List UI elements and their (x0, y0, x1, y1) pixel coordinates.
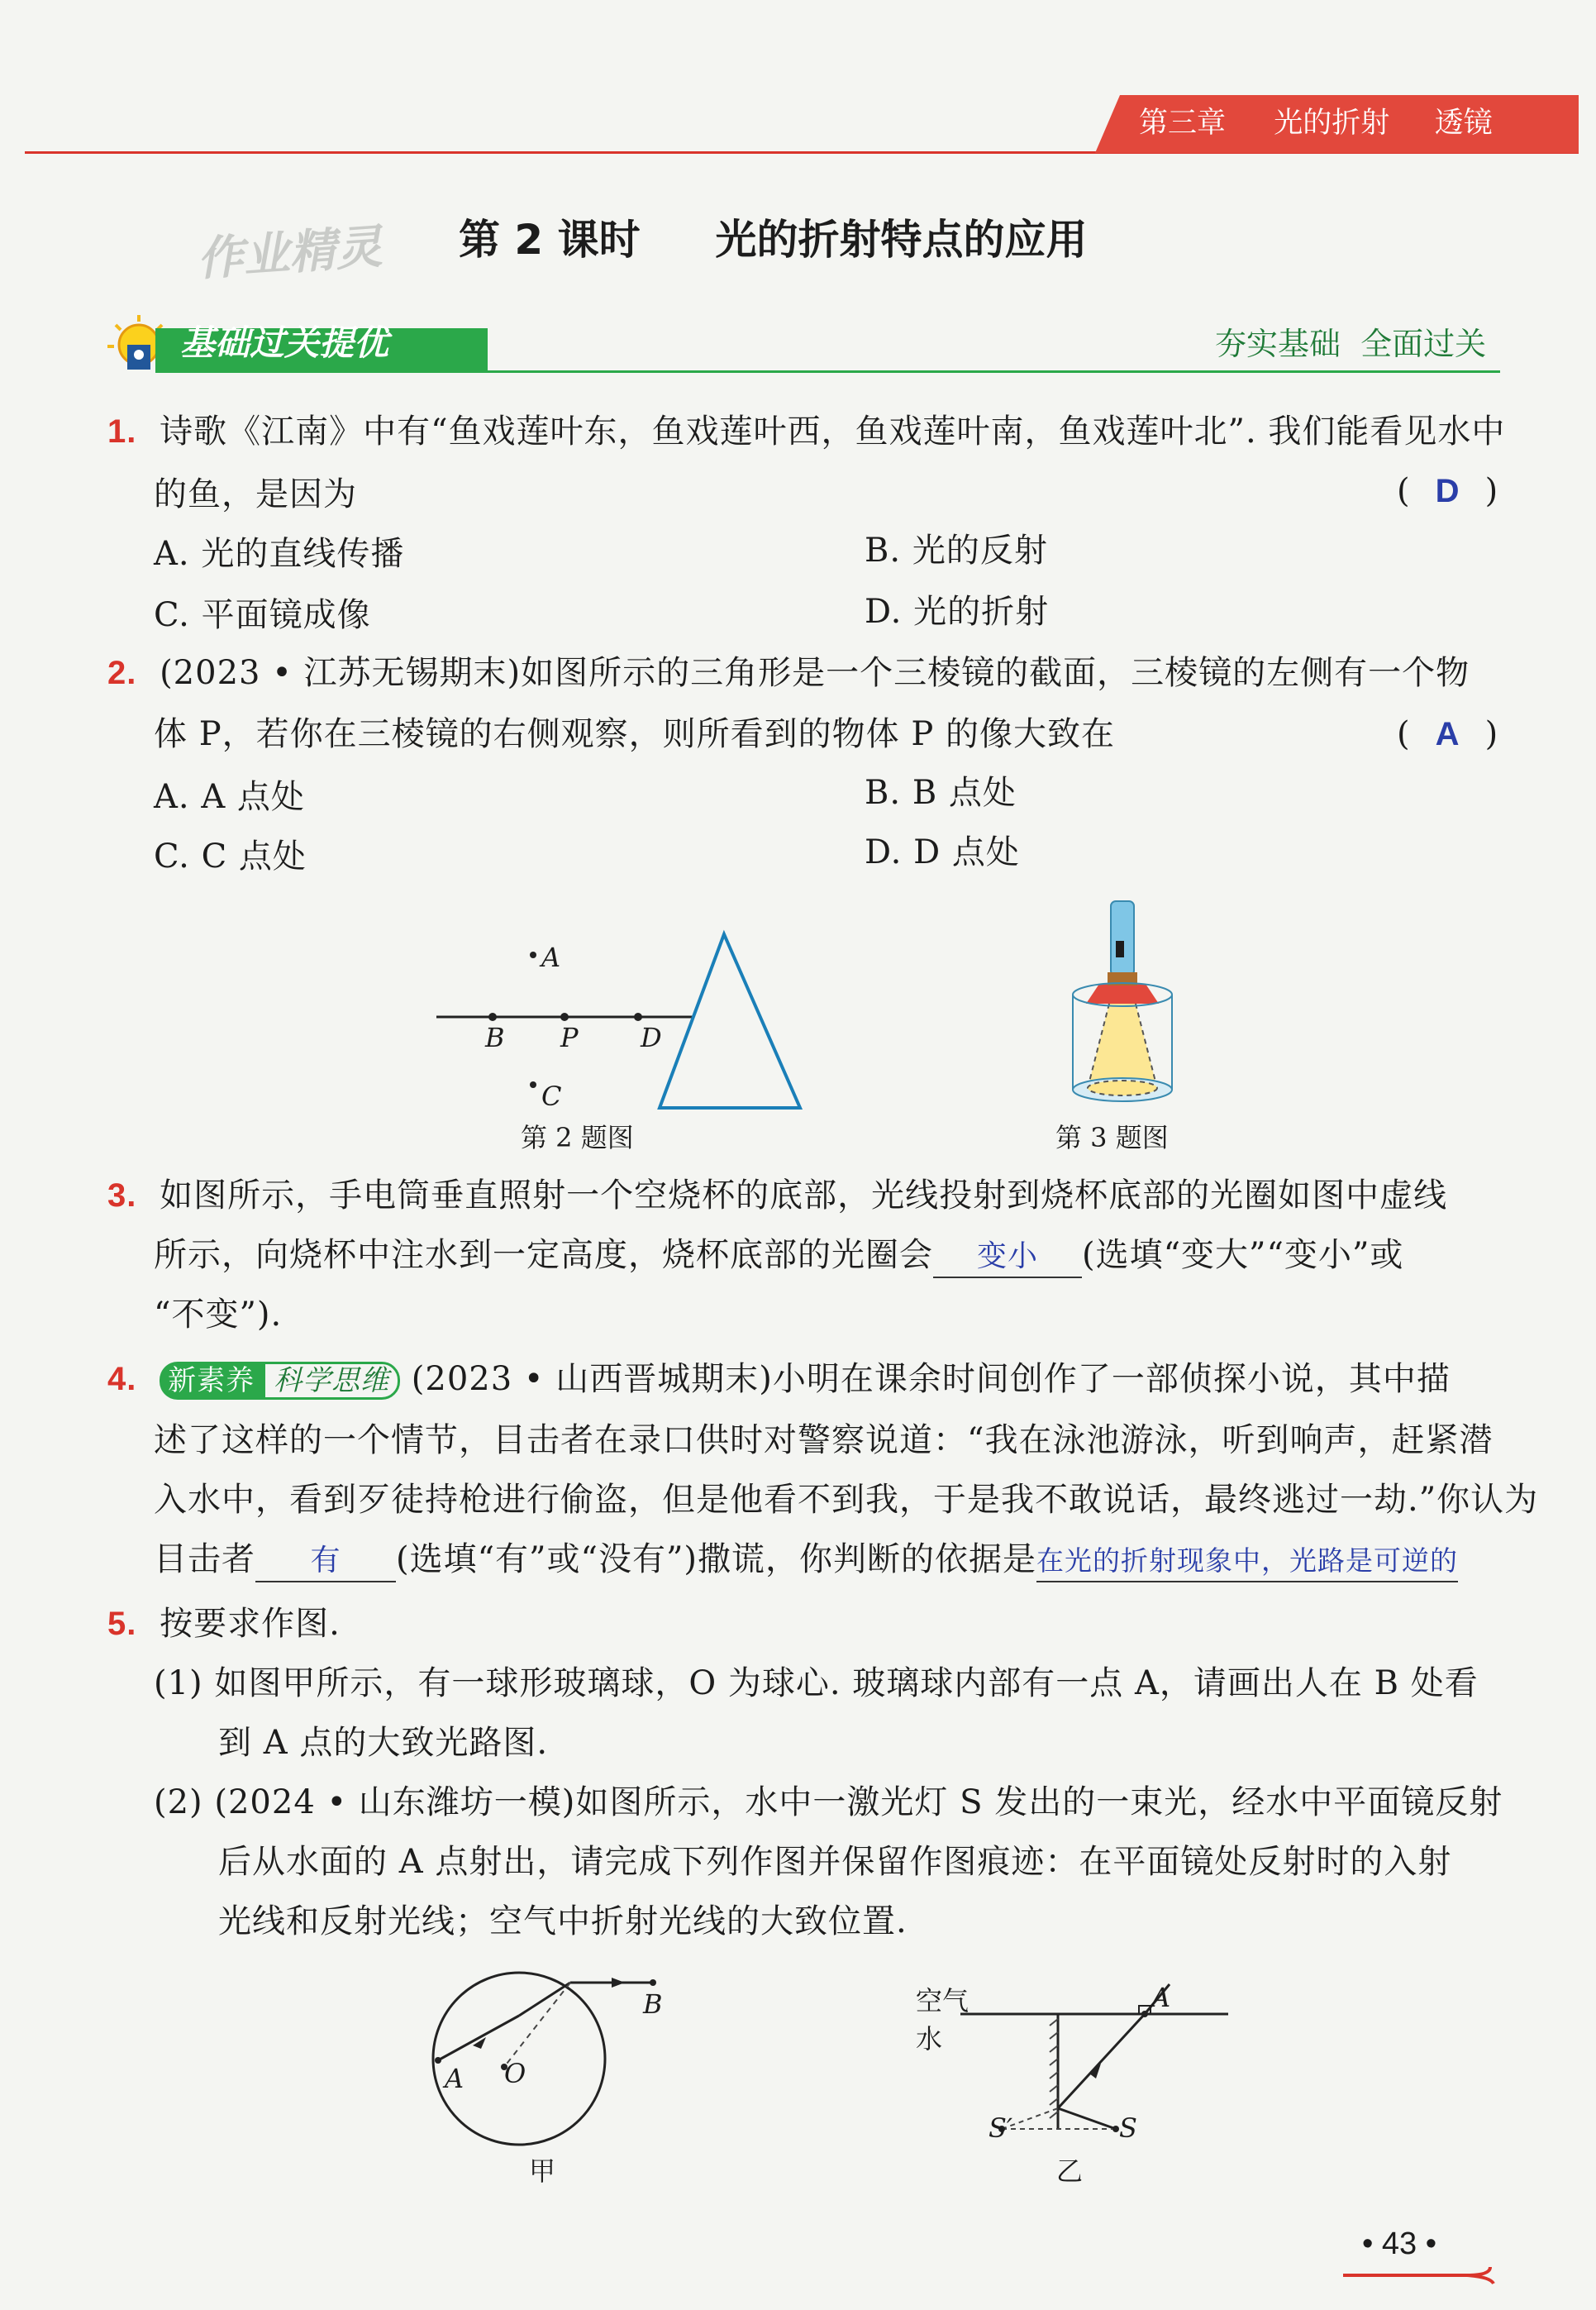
fig-yi-label-air: 空气 (916, 1985, 970, 2016)
fig-yi-label-water: 水 (916, 2023, 943, 2055)
q2-number: 2. (107, 655, 137, 691)
q1-option-b: B. 光的反射 (865, 532, 1048, 570)
q4-tag-scientific-thinking: 科学思维 (263, 1362, 400, 1400)
q5-part2-line3: 光线和反射光线；空气中折射光线的大致位置. (218, 1902, 908, 1940)
fig3-caption: 第 3 题图 (1055, 1122, 1169, 1153)
q3-number: 3. (107, 1177, 137, 1214)
chapter-subtopic: 透镜 (1434, 107, 1493, 140)
q1-line2: 的鱼，是因为 (154, 475, 357, 513)
q5-part1-line1: (1) 如图甲所示，有一球形玻璃球，O 为球心. 玻璃球内部有一点 A，请画出人在 B 处看 (154, 1664, 1479, 1702)
fig-yi-caption: 乙 (1056, 2155, 1084, 2187)
lesson-title (459, 211, 1087, 269)
chapter-label: 第三章 (1139, 107, 1227, 140)
fig-yi-label-s: S (1119, 2112, 1137, 2144)
fig-jia-caption: 甲 (529, 2155, 556, 2187)
q3-answer-blank[interactable]: 变小 (933, 1237, 1082, 1278)
q5-part2-line2: 后从水面的 A 点射出，请完成下列作图并保留作图痕迹：在平面镜处反射时的入射 (218, 1843, 1452, 1881)
q2-option-d: D. D 点处 (865, 833, 1020, 871)
q1-option-c: C. 平面镜成像 (154, 596, 371, 634)
q3-line3: “不变”). (154, 1296, 283, 1334)
fig2-label-a: A (541, 942, 561, 973)
q1-line1: 1. 诗歌《江南》中有“鱼戏莲叶东，鱼戏莲叶西，鱼戏莲叶南，鱼戏莲叶北”. 我们能看见水中 (107, 413, 1506, 451)
figure-3-flashlight-beaker (1041, 893, 1207, 1116)
q4-line2: 述了这样的一个情节，目击者在录口供时对警察说道：“我在泳池游泳，听到响声，赶紧潜 (154, 1421, 1494, 1459)
fig2-caption: 第 2 题图 (521, 1122, 634, 1153)
q4-number: 4. (107, 1361, 137, 1397)
q1-number: 1. (107, 413, 137, 450)
q5-number: 5. (107, 1606, 137, 1642)
q1-answer-bracket: ( D ) (1397, 472, 1499, 510)
q4-tag-new-literacy: 新素养 (160, 1362, 263, 1400)
page-number: • 43 • (1362, 2226, 1437, 2261)
q3-line1: 3. 如图所示，手电筒垂直照射一个空烧杯的底部，光线投射到烧杯底部的光圈如图中虚线 (107, 1176, 1448, 1215)
chapter-topic: 光的折射 (1274, 107, 1390, 140)
page-number-swoosh (1343, 2262, 1500, 2287)
fig-jia-label-b: B (643, 1988, 663, 2020)
q5-part1-line2: 到 A 点的大致光路图. (218, 1724, 549, 1762)
q2-answer-bracket: ( A ) (1397, 715, 1499, 753)
lesson-name: 光的折射特点的应用 (715, 216, 1088, 264)
q5-part2-line1: (2) (2024 • 山东潍坊一模)如图所示，水中一激光灯 S 发出的一束光，经水中平面镜反射 (154, 1783, 1503, 1821)
section-rule (479, 370, 1500, 373)
fig-jia-label-a: A (445, 2063, 465, 2094)
fig-yi-label-a: A (1151, 1982, 1171, 2013)
q4-answer-blank-1[interactable]: 有 (255, 1541, 396, 1582)
section-banner (99, 310, 488, 375)
q4-answer-blank-2[interactable]: 在光的折射现象中，光路是可逆的 (1036, 1541, 1458, 1582)
q4-line3: 入水中，看到歹徒持枪进行偷盗，但是他看不到我，于是我不敢说话，最终逃过一劫.”你认为 (154, 1481, 1539, 1519)
watermark-logo: 作业精灵 (195, 220, 384, 287)
fig-jia-label-o: O (504, 2058, 526, 2089)
header-chapter-text (1139, 103, 1493, 144)
q2-option-a: A. A 点处 (154, 778, 305, 816)
q3-line2: 所示，向烧杯中注水到一定高度，烧杯底部的光圈会 变小 (选填“变大”“变小”或 (154, 1235, 1403, 1278)
q2-line1: 2. (2023 • 江苏无锡期末)如图所示的三角形是一个三棱镜的截面，三棱镜的左侧有一个物 (107, 654, 1470, 692)
section-banner-text: 基础过关提优 (180, 322, 389, 363)
q4-line1: 4. 新素养 科学思维 (2023 • 山西晋城期末)小明在课余时间创作了一部侦探小说，其中描 (107, 1360, 1451, 1398)
fig-yi-label-s-prime: S′ (989, 2112, 1013, 2144)
fig2-label-p: P (560, 1022, 579, 1053)
fig2-label-c: C (541, 1081, 562, 1112)
q2-option-b: B. B 点处 (865, 774, 1017, 812)
q2-option-c: C. C 点处 (154, 838, 307, 876)
q1-option-d: D. 光的折射 (865, 593, 1050, 631)
q1-answer: D (1435, 473, 1460, 509)
q2-line2: 体 P，若你在三棱镜的右侧观察，则所看到的物体 P 的像大致在 (154, 715, 1115, 753)
fig2-label-b: B (485, 1022, 505, 1053)
lesson-number: 第 2 课时 (459, 216, 641, 264)
fig2-label-d: D (641, 1022, 662, 1053)
section-slogan: 夯实基础 全面过关 (1215, 326, 1487, 362)
q4-line4: 目击者 有 (选填“有”或“没有”)撒谎，你判断的依据是在光的折射现象中，光路是可逆的 (154, 1539, 1458, 1582)
q5-line1: 5. 按要求作图. (107, 1605, 341, 1643)
figure-2-prism (430, 918, 810, 1116)
q2-answer: A (1435, 716, 1460, 752)
q1-option-a: A. 光的直线传播 (154, 535, 405, 573)
